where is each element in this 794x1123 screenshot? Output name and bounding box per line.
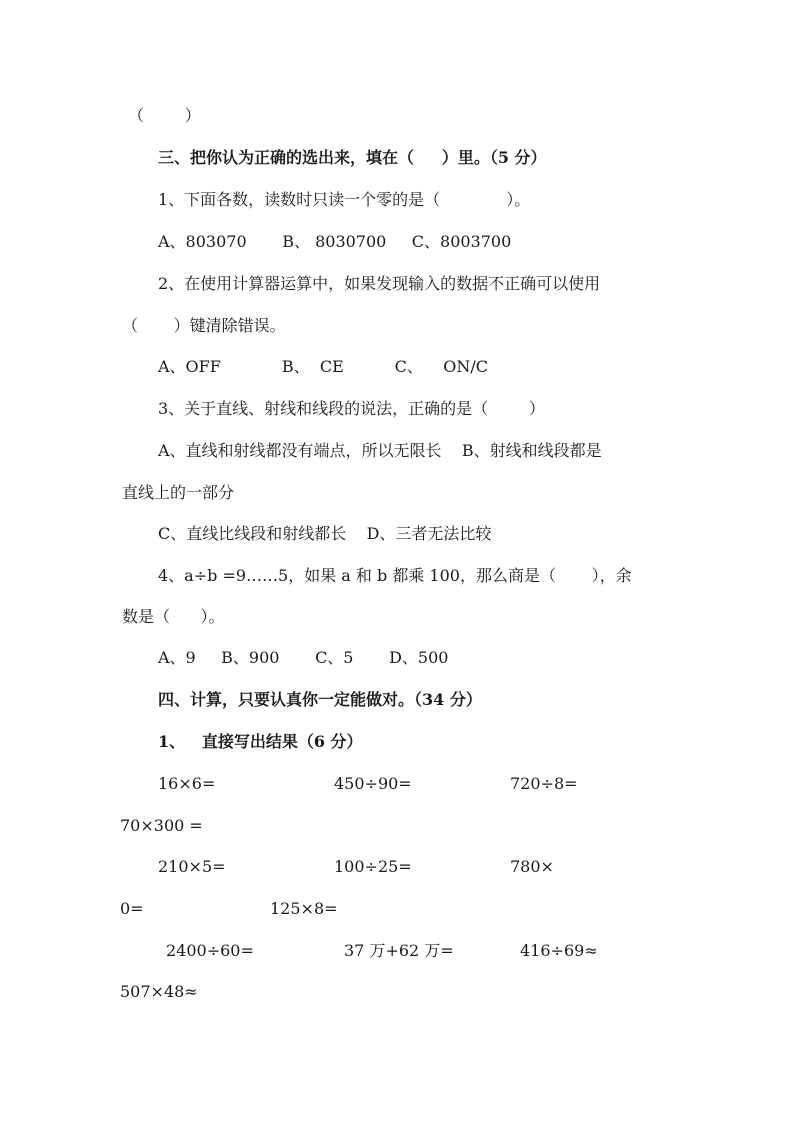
section-4-heading: 四、计算，只要认真你一定能做对。（34 分） bbox=[158, 690, 482, 709]
question-3-option-cd: C、直线比线段和射线都长 D、三者无法比较 bbox=[158, 524, 492, 543]
question-3: 3、关于直线、射线和线段的说法，正确的是（ ） bbox=[158, 399, 545, 418]
question-1-options: A、803070 B、 8030700 C、8003700 bbox=[158, 232, 512, 251]
question-4-line-1: 4、a÷b =9……5，如果 a 和 b 都乘 100，那么商是（ ），余 bbox=[158, 566, 632, 585]
question-3-option-b-cont: 直线上的一部分 bbox=[122, 483, 235, 502]
calc-item: 70×300 = bbox=[120, 816, 203, 835]
question-3-option-ab: A、直线和射线都没有端点，所以无限长 B、射线和线段都是 bbox=[158, 441, 602, 460]
question-4-line-2: 数是（ ）。 bbox=[122, 607, 225, 626]
question-2-line-1: 2、在使用计算器运算中，如果发现输入的数据不正确可以使用 bbox=[158, 274, 601, 293]
section-3-heading: 三、把你认为正确的选出来，填在（ ）里。（5 分） bbox=[158, 148, 547, 167]
calc-item: 125×8= bbox=[270, 899, 338, 918]
calc-item: 450÷90= bbox=[334, 774, 412, 793]
calc-item: 2400÷60= bbox=[166, 941, 254, 960]
calc-item: 210×5= bbox=[158, 857, 226, 876]
question-1: 1、下面各数，读数时只读一个零的是（ ）。 bbox=[158, 190, 531, 209]
question-2-options: A、OFF B、 CE C、 ON/C bbox=[158, 357, 488, 376]
calc-item: 37 万+62 万= bbox=[344, 941, 454, 960]
calc-item: 720÷8= bbox=[510, 774, 578, 793]
calc-item: 0= bbox=[120, 899, 144, 918]
calc-item: 507×48≈ bbox=[120, 982, 198, 1001]
calc-item: 780× bbox=[510, 857, 554, 876]
question-2-line-2: （ ）键清除错误。 bbox=[122, 316, 286, 335]
calc-item: 416÷69≈ bbox=[520, 941, 598, 960]
question-4-options: A、9 B、900 C、5 D、500 bbox=[158, 648, 449, 667]
section-4-subheading: 1、 直接写出结果（6 分） bbox=[158, 732, 363, 751]
calc-item: 100÷25= bbox=[334, 857, 412, 876]
answer-blank-line: （ ） bbox=[128, 106, 201, 125]
calc-item: 16×6= bbox=[158, 774, 216, 793]
